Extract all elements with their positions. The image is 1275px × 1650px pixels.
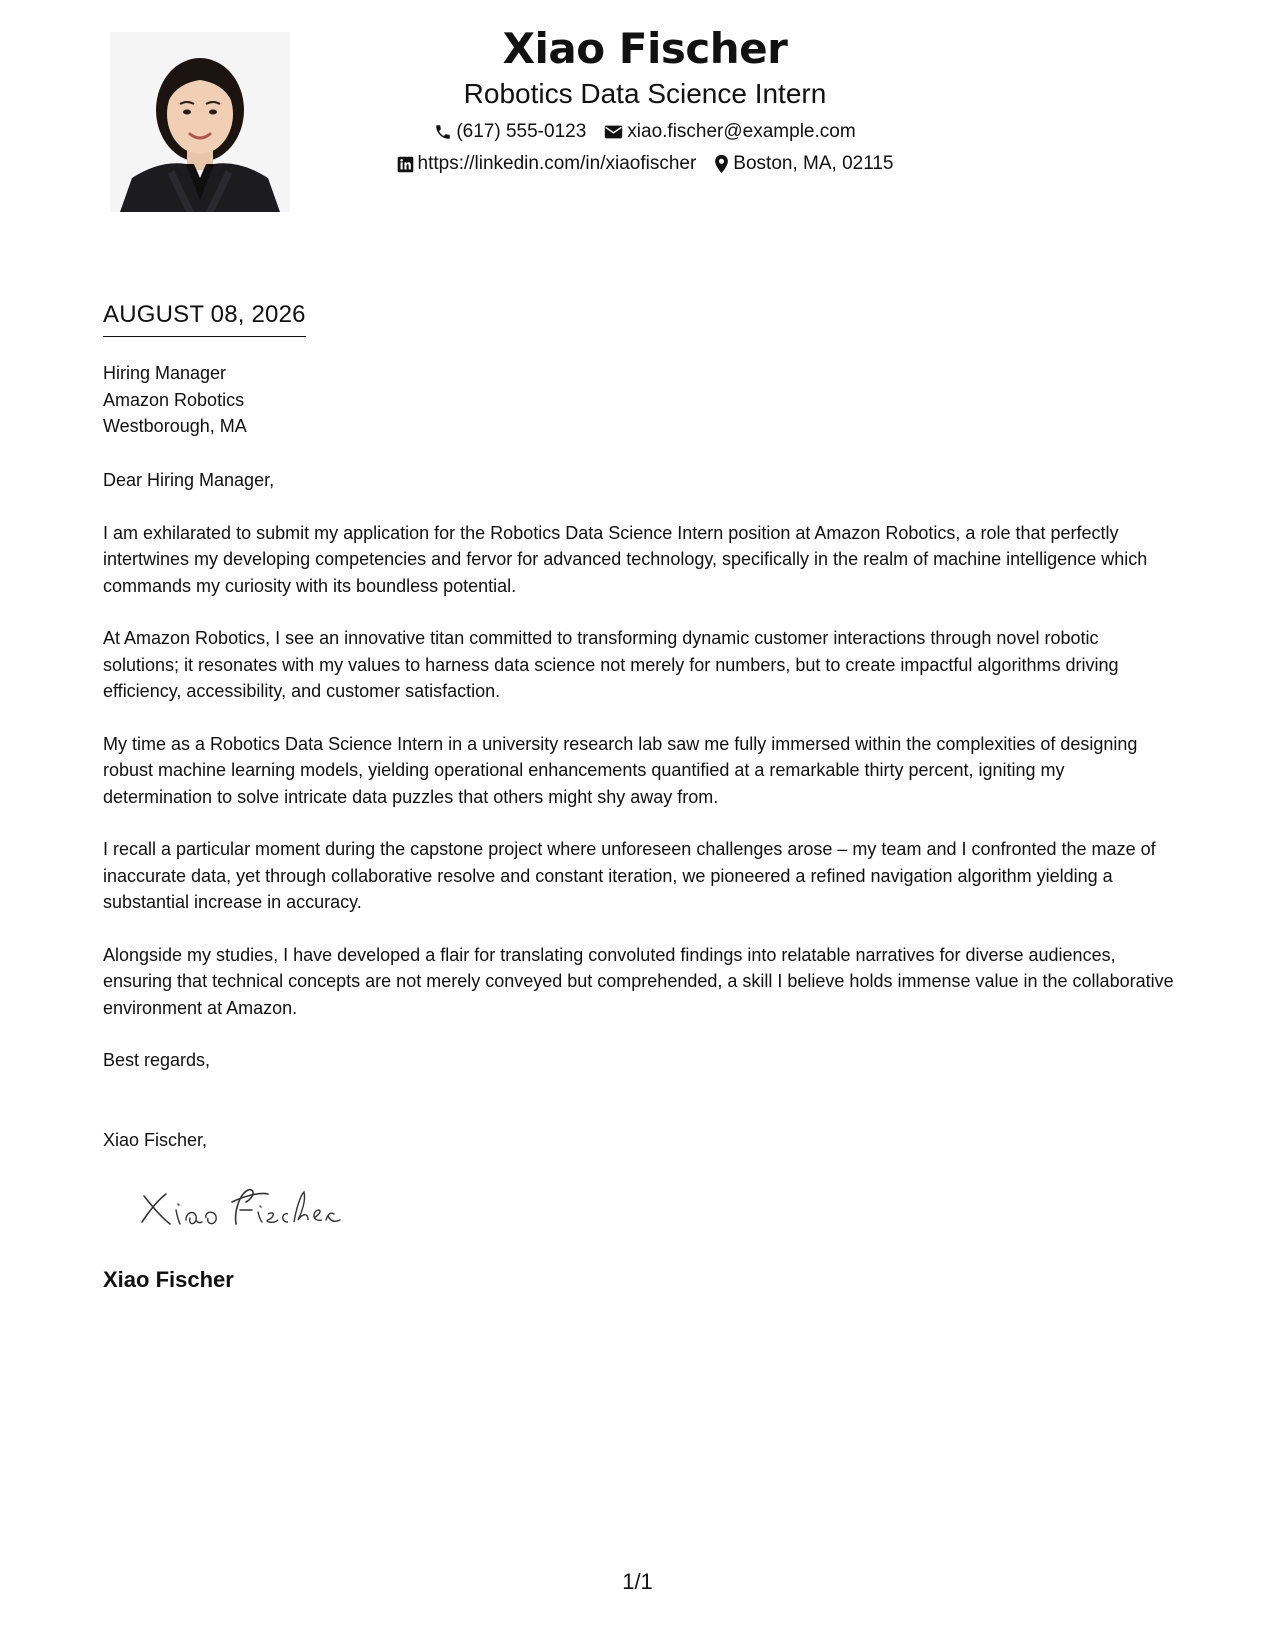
profile-photo: [110, 32, 290, 212]
header: [300, 22, 990, 176]
location-contact: [714, 152, 893, 176]
phone-contact[interactable]: [434, 120, 586, 144]
printed-name: Xiao Fischer: [103, 1267, 234, 1292]
recipient-line: Westborough, MA: [103, 416, 247, 436]
letter-paragraph: At Amazon Robotics, I see an innovative titan committed to transforming dynamic customer interactions through novel robotic solutions; it resonates with my values to harness data science not merely for numbers, but to create impactful algorithms driving efficiency, accessibility, and customer satisfaction.: [103, 628, 1119, 701]
letter-paragraph: Alongside my studies, I have developed a flair for translating convoluted findings into relatable narratives for diverse audiences, ensuring that technical concepts are not merely conveyed but comprehended, a skill I believe holds immense value in the collaborative environment at Amazon.: [103, 944, 1174, 1018]
phone-icon: [434, 123, 452, 141]
letter-body: [103, 467, 1178, 1047]
sign-off-name: Xiao Fischer,: [103, 1130, 208, 1150]
recipient-line: Amazon Robotics: [103, 389, 245, 410]
phone-text: (617) 555-0123: [456, 121, 587, 142]
contact-row-primary: [300, 120, 990, 144]
letter-paragraph: I recall a particular moment during the capstone project where unforeseen challenges arose – my team and I confronted the maze of inaccurate data, yet through collaborative resolve and constant iteration, we pioneered a refined navigation algorithm yielding a substantial increase in accuracy.: [103, 839, 1156, 912]
letter-paragraph: My time as a Robotics Data Science Intern in a university research lab saw me fully immersed within the complexities of designing robust machine learning models, yielding operational enhancements quantified at a remarkable thirty percent, igniting my determination to solve intricate data puzzles that others might shy away from.: [103, 733, 1138, 807]
map-pin-icon: [714, 154, 729, 174]
email-contact[interactable]: [604, 120, 855, 144]
email-text: xiao.fischer@example.com: [627, 121, 856, 142]
page-number: 1/1: [622, 1569, 653, 1594]
linkedin-text: https://linkedin.com/in/xiaofischer: [417, 153, 697, 174]
recipient-line: Hiring Manager: [103, 363, 227, 383]
envelope-icon: [604, 124, 623, 140]
letter-paragraph: I am exhilarated to submit my application for the Robotics Data Science Intern position at Amazon Robotics, a role that perfectly intertwines my developing competencies and fervor for advanced technology, specifically in the realm of machine intelligence which commands my curiosity with its boundless potential.: [103, 522, 1148, 596]
closing: Best regards,: [103, 1050, 211, 1070]
candidate-name: Xiao Fischer: [502, 24, 788, 73]
contact-row-secondary: [300, 152, 990, 176]
handwritten-signature: [136, 1180, 346, 1240]
recipient-address: [103, 360, 247, 440]
linkedin-icon: [397, 156, 414, 173]
salutation: Dear Hiring Manager,: [103, 470, 275, 490]
linkedin-contact[interactable]: [397, 152, 697, 176]
job-title: Robotics Data Science Intern: [463, 78, 827, 109]
letter-date: AUGUST 08, 2026: [103, 300, 306, 337]
location-text: Boston, MA, 02115: [733, 153, 894, 174]
